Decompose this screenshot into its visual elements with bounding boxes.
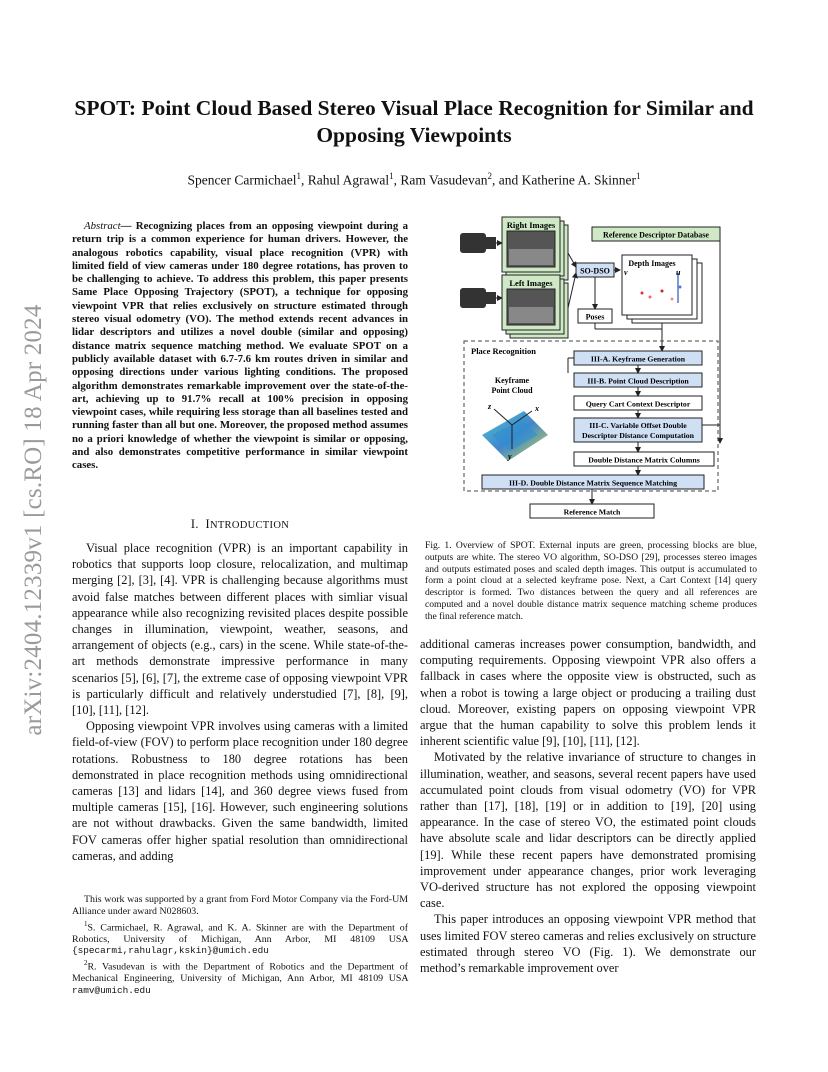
- depth-axis-v: v: [624, 268, 628, 277]
- footnote-2-mark: 2: [84, 959, 88, 968]
- left-camera-icon: [460, 288, 496, 308]
- left-images-label: Left Images: [509, 278, 553, 288]
- depth-images-label: Depth Images: [628, 259, 676, 268]
- footnote-1-mark: 1: [84, 919, 88, 928]
- right-camera-icon: [460, 233, 496, 253]
- block-distance-computation-label-2: Descriptor Distance Computation: [581, 431, 695, 440]
- footnotes: [72, 894, 408, 998]
- right-paragraph-2: Motivated by the relative invariance of structure to changes in illumination, weather, and seasons, several recent papers have used accumulated point clouds from visual odometry (VO) for VPR rather than [17], [18], [19] or in addition to [19], [20] using appearance. In the case of stereo VO, the estimated point clouds have absolute scale and lidar descriptors can be directly applied [19]. While these recent papers have demonstrated promising improvement under appearance changes, prior work leveraging VO-derived structure has not explored the opposing viewpoint case.: [420, 750, 756, 911]
- depth-axis-u: u: [676, 268, 681, 277]
- section-title-initial: I: [205, 517, 210, 531]
- affiliation-footnote-2: [72, 958, 408, 997]
- right-paragraph-1: additional cameras increases power consumption, bandwidth, and computing requirements. Opposing viewpoint VPR also offers a fallback in cases where the opposite view is obstructed, such as when a robot is towing a large object or producing a trailing dust cloud. Moreover, existing papers on opposing viewpoint VPR argue that the human capability to solve this problem lends it inherent scientific value [9], [10], [11], [12].: [420, 637, 756, 749]
- block-reference-match-label: Reference Match: [563, 507, 621, 517]
- so-dso-label: SO-DSO: [580, 266, 610, 276]
- intro-paragraph-1: Visual place recognition (VPR) is an important capability in robotics that supports loop closure, relocalization, and multimap merging [2], [3], [4]. VPR is challenging because algorithms must avoid false matches between different places with simliar visual appearance while also recognizing revisited places despite possible changes in illumination, viewpoint, weather, seasons, and arrangement of objects (e.g., cars) in the scene. While state-of-the-art methods demonstrate impressive performance in many scenarios [5], [6], [7], the extreme case of opposing viewpoint VPR is particularly difficult and relatively understudied [7], [8], [9], [10], [11], [12].: [72, 541, 408, 718]
- keyframe-label-line1: Keyframe: [494, 376, 530, 385]
- right-images-label: Right Images: [506, 220, 556, 230]
- pc-axis-z: z: [488, 402, 492, 411]
- funding-footnote: This work was supported by a grant from Ford Motor Company via the Ford-UM Alliance under award N028603.: [72, 894, 408, 917]
- footnote-1-email: {specarmi,rahulagr,kskin}@umich.edu: [72, 945, 269, 957]
- footnote-2-text: R. Vasudevan is with the Department of Robotics and the Department of Mechanical Engineering, University of Michigan, Ann Arbor, MI 48109 USA: [72, 961, 408, 985]
- point-cloud-graphic: [482, 409, 548, 461]
- author-1-affiliation: 1: [296, 171, 302, 181]
- author-2-affiliation: 1: [389, 171, 394, 181]
- author-list: Spencer Carmichael$^1$, Rahul Agrawal$^1$, Ram Vasudevan$^2$, and Katherine A. Skinner$^1$: [187, 171, 641, 188]
- keyframe-label-line2: Point Cloud: [491, 386, 533, 395]
- block-keyframe-generation-label: III-A. Keyframe Generation: [590, 354, 686, 364]
- author-4: Katherine A. Skinner: [521, 172, 637, 188]
- place-recognition-label: Place Recognition: [471, 346, 536, 356]
- arxiv-identifier: [14, 270, 54, 770]
- section-number: I.: [190, 517, 199, 531]
- footnote-2-email: ramv@umich.edu: [72, 985, 151, 997]
- figure-1-diagram: [452, 213, 752, 523]
- block-sequence-matching-label: III-D. Double Distance Matrix Sequence Matching: [508, 478, 678, 488]
- block-point-cloud-description-label: III-B. Point Cloud Description: [587, 376, 689, 386]
- block-distance-computation-label-1: III-C. Variable Offset Double: [589, 421, 687, 430]
- figure-1-caption: Fig. 1. Overview of SPOT. External inputs are green, processing blocks are blue, outputs are white. The stereo VO algorithm, SO-DSO [29], processes stereo images and outputs estimated poses and scaled depth images. This output is accumulated to form a point cloud at a selected keyframe pose. Next, a Cart Context [14] query descriptor is formed. Two distances between the query and all references are computed and a novel double distance matrix sequence matching scheme produces the final reference match.: [425, 540, 757, 622]
- paper-title: SPOT: Point Cloud Based Stereo Visual Place Recognition for Similar and Opposing Viewpoints: [74, 96, 754, 147]
- footnote-1-text: S. Carmichael, R. Agrawal, and K. A. Skinner are with the Department of Robotics, University of Michigan, Ann Arbor, MI 48109 USA: [72, 921, 408, 945]
- reference-db-label: Reference Descriptor Database: [603, 230, 709, 240]
- intro-paragraph-2: Opposing viewpoint VPR involves using cameras with a limited field-of-view (FOV) to perform place recognition under 180 degree rotations. Robustness to 180 degree rotations has been demonstrated in place recognition methods using omnidirectional cameras [13] and lidars [14], and 360 degree views fused from multiple cameras [15], [16]. However, such engineering solutions are not without drawbacks. Given the same bandwidth, limited FOV cameras offer higher spatial resolution than omnidirectional cameras, and adding: [72, 719, 408, 863]
- affiliation-footnote-1: [72, 919, 408, 958]
- section-heading: [72, 517, 408, 532]
- pc-axis-y: y: [508, 452, 512, 461]
- abstract: Abstract— Recognizing places from an opposing viewpoint during a return trip is a common experience for human drivers. However, the analogous robotics capability, visual place recognition (VPR) with limited field of view cameras under 180 degree rotations, has proven to be challenging to achieve. To address this problem, this paper presents Same Place Opposing Trajectory (SPOT), a technique for opposing viewpoint VPR that relies exclusively on structure estimated through stereo visual odometry (VO). The method extends recent advances in lidar descriptors and utilizes a novel double (similar and opposing) distance matrix sequence matching method. We evaluate SPOT on a publicly available dataset with 6.7-7.6 km routes driven in similar and opposing directions under various lighting conditions. The proposed algorithm demonstrates remarkable improvement over the state-of-the-art, achieving up to 91.7% recall at 100% precision in opposing viewpoint cases, while requiring less storage than all baselines tested and running faster than all but one. Moreover, the proposed method assumes no a priori knowledge of whether the viewpoint is similar or opposing, and also demonstrates competitive performance in similar viewpoint cases.: [72, 220, 408, 472]
- right-paragraph-3: This paper introduces an opposing viewpoint VPR method that uses limited FOV stereo cameras and relies exclusively on structure estimated through stereo VO (Fig. 1). We demonstrate our method’s remarkable improvement over: [420, 912, 756, 976]
- block-query-descriptor-label: Query Cart Context Descriptor: [585, 399, 691, 409]
- right-column-body: [420, 636, 756, 976]
- author-4-affiliation: 1: [636, 171, 641, 181]
- abstract-lead: Abstract: [84, 220, 121, 232]
- abstract-text: Recognizing places from an opposing viewpoint during a return trip is a common experience for human drivers. However, the analogous robotics capability, visual place recognition (VPR) with limited field of view cameras under 180 degree rotations, has proven to be challenging to achieve. To address this problem, this paper presents Same Place Opposing Trajectory (SPOT), a technique for opposing viewpoint VPR that relies exclusively on structure estimated through stereo visual odometry (VO). The method extends recent advances in lidar descriptors and utilizes a novel double (similar and opposing) distance matrix sequence matching method. We evaluate SPOT on a publicly available dataset with 6.7-7.6 km routes driven in similar and opposing directions under various lighting conditions. The proposed algorithm demonstrates remarkable improvement over the state-of-the-art, achieving up to 91.7% recall at 100% precision in opposing viewpoint cases, while requiring less storage than all baselines tested and running faster than all but one. Moreover, the proposed method assumes no a priori knowledge of whether the viewpoint is similar or opposing, and also demonstrates competitive performance in similar viewpoint cases.: [72, 220, 408, 472]
- author-2: Rahul Agrawal: [307, 172, 390, 188]
- author-3-affiliation: 2: [487, 171, 493, 181]
- poses-label: Poses: [585, 312, 605, 322]
- pc-axis-x: x: [535, 404, 539, 413]
- author-1: Spencer Carmichael: [187, 172, 297, 188]
- introduction-body: [72, 540, 408, 864]
- section-title-rest: NTRODUCTION: [209, 520, 290, 531]
- block-distance-matrix-columns-label: Double Distance Matrix Columns: [588, 455, 700, 465]
- arxiv-identifier-text: arXiv:2404.12339v1 [cs.RO] 18 Apr 2024: [20, 304, 47, 736]
- author-3: Ram Vasudevan: [400, 172, 488, 188]
